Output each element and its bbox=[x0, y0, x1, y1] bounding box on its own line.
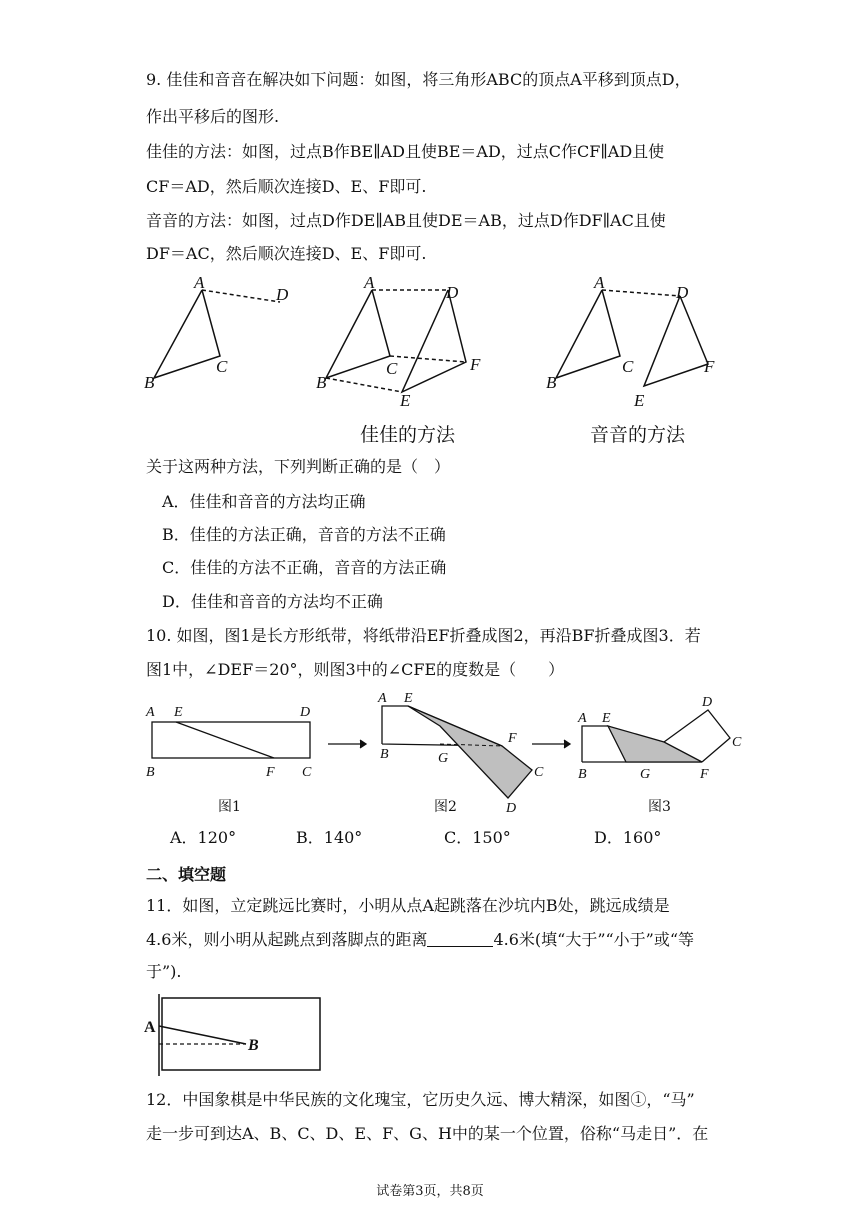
q11-figure bbox=[140, 992, 330, 1076]
svg-text:G: G bbox=[640, 767, 651, 782]
q9-line-5: 音音的方法：如图，过点D作DE∥AB且使DE＝AB，过点D作DF∥AC且使 bbox=[146, 211, 666, 230]
fig3-label-c: C bbox=[622, 357, 634, 376]
page-footer: 试卷第3页，共8页 bbox=[376, 1184, 484, 1199]
q9-line-3: 佳佳的方法：如图，过点B作BE∥AD且使BE＝AD，过点C作CF∥AD且使 bbox=[146, 142, 665, 161]
q11-line-2-prefix: 4.6米，则小明从起跳点到落脚点的距离 bbox=[146, 930, 428, 949]
q11-answer-blank[interactable] bbox=[427, 930, 493, 947]
q10-option-d: D．160° bbox=[594, 828, 662, 847]
svg-text:A: A bbox=[578, 711, 587, 726]
svg-text:D: D bbox=[702, 695, 713, 710]
svg-text:B: B bbox=[380, 747, 389, 762]
fig2-label-d: D bbox=[446, 283, 459, 302]
svg-text:G: G bbox=[438, 751, 449, 766]
fig3-label-b: B bbox=[546, 373, 557, 392]
fig1-label-a: A bbox=[194, 273, 205, 292]
q9-option-d: D．佳佳和音音的方法均不正确 bbox=[162, 592, 383, 611]
fig1-label-d: D bbox=[276, 285, 289, 304]
q11-label-a: A bbox=[144, 1019, 156, 1036]
q9-option-a: A．佳佳和音音的方法均正确 bbox=[162, 492, 366, 511]
svg-text:C: C bbox=[534, 765, 544, 780]
q9-fig-caption-jiajia: 佳佳的方法 bbox=[360, 424, 456, 446]
fig2-label-a: A bbox=[364, 273, 375, 292]
svg-text:B: B bbox=[146, 765, 155, 780]
fig2-triangle-def bbox=[402, 290, 466, 392]
q11-sand-pit bbox=[162, 998, 320, 1070]
q11-line-1: 11．如图，立定跳远比赛时，小明从点A起跳落在沙坑内B处，跳远成绩是 bbox=[146, 896, 670, 915]
fig2-label-e: E bbox=[400, 391, 411, 410]
svg-text:B: B bbox=[578, 767, 587, 782]
q9-line-6: DF＝AC，然后顺次连接D、E、F即可. bbox=[146, 244, 427, 263]
q11-label-b: B bbox=[248, 1037, 259, 1054]
fig2-cf-dashed bbox=[390, 356, 466, 362]
q9-option-b: B．佳佳的方法正确，音音的方法不正确 bbox=[162, 525, 446, 544]
fig3-label-e: E bbox=[634, 391, 645, 410]
q9-line-1: 9. 佳佳和音音在解决如下问题：如图，将三角形ABC的顶点A平移到顶点D， bbox=[146, 70, 691, 89]
q10-fig2-fold bbox=[408, 706, 532, 798]
q9-line-4: CF＝AD，然后顺次连接D、E、F即可. bbox=[146, 177, 427, 196]
fig1-triangle bbox=[154, 290, 220, 378]
q9-figures bbox=[140, 272, 740, 412]
q10-line-1: 10. 如图，图1是长方形纸带，将纸带沿EF折叠成图2，再沿BF折叠成图3．若 bbox=[146, 626, 701, 645]
q10-caption-fig3: 图3 bbox=[648, 799, 671, 815]
fig2-be-dashed bbox=[326, 378, 402, 392]
q10-option-c: C．150° bbox=[444, 828, 511, 847]
fig3-ad-dashed bbox=[602, 290, 680, 296]
q10-line-2: 图1中，∠DEF＝20°，则图3中的∠CFE的度数是（ ） bbox=[146, 660, 565, 679]
svg-text:E: E bbox=[174, 705, 183, 720]
q9-line-2: 作出平移后的图形. bbox=[146, 107, 280, 126]
svg-text:A: A bbox=[378, 691, 387, 706]
q11-line-2-suffix: 4.6米(填“大于”“小于”或“等 bbox=[493, 930, 695, 949]
fig3-triangle-def bbox=[644, 296, 708, 386]
svg-text:D: D bbox=[300, 705, 311, 720]
svg-text:C: C bbox=[302, 765, 312, 780]
fig2-label-f: F bbox=[470, 355, 481, 374]
fig3-label-a: A bbox=[594, 273, 605, 292]
fig2-label-b: B bbox=[316, 373, 327, 392]
svg-text:A: A bbox=[146, 705, 155, 720]
svg-text:C: C bbox=[732, 735, 742, 750]
q10-caption-fig1: 图1 bbox=[218, 799, 241, 815]
fig1-label-b: B bbox=[144, 373, 155, 392]
q9-option-c: C．佳佳的方法不正确，音音的方法正确 bbox=[162, 558, 447, 577]
q10-caption-fig2: 图2 bbox=[434, 799, 457, 815]
fig3-triangle-abc bbox=[556, 290, 620, 378]
q11-jump-line bbox=[159, 1026, 246, 1044]
fig3-label-d: D bbox=[676, 283, 689, 302]
q10-fig1-rect bbox=[152, 722, 310, 758]
q9-fig-caption-yinyin: 音音的方法 bbox=[590, 424, 686, 446]
q11-line-3: 于”). bbox=[146, 962, 182, 981]
q10-fig1-ef bbox=[176, 722, 274, 758]
q9-stem: 关于这两种方法，下列判断正确的是（ ） bbox=[146, 457, 451, 476]
svg-text:D: D bbox=[506, 801, 517, 816]
svg-text:F: F bbox=[700, 767, 709, 782]
q12-line-2: 走一步可到达A、B、C、D、E、F、G、H中的某一个位置，俗称“马走日”．在 bbox=[146, 1124, 709, 1143]
svg-text:E: E bbox=[602, 711, 611, 726]
fig3-label-f: F bbox=[704, 357, 715, 376]
fig2-triangle-abc bbox=[326, 290, 390, 378]
section-title: 二、填空题 bbox=[146, 865, 227, 884]
fig1-ad-dashed bbox=[202, 290, 280, 302]
q10-fig3-fold bbox=[608, 726, 702, 762]
q12-line-1: 12．中国象棋是中华民族的文化瑰宝，它历史久远、博大精深，如图①，“马” bbox=[146, 1090, 695, 1109]
svg-text:F: F bbox=[266, 765, 275, 780]
q10-option-b: B．140° bbox=[296, 828, 363, 847]
svg-text:F: F bbox=[508, 731, 517, 746]
q11-line-2 bbox=[146, 930, 694, 950]
svg-text:E: E bbox=[404, 691, 413, 706]
fig2-label-c: C bbox=[386, 359, 398, 378]
q10-option-a: A．120° bbox=[170, 828, 237, 847]
fig1-label-c: C bbox=[216, 357, 228, 376]
